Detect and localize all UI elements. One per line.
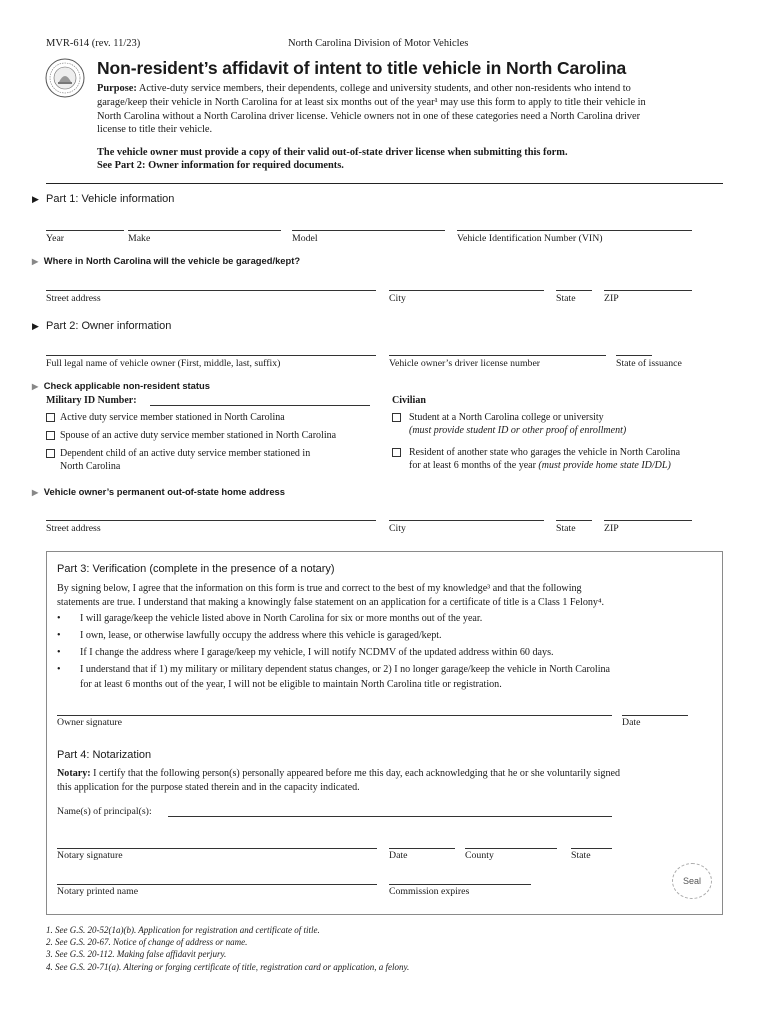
part4-title: Part 4: Notarization xyxy=(57,749,152,761)
owner-signature-field[interactable] xyxy=(57,715,612,716)
purpose-label: Purpose: xyxy=(97,83,137,94)
footnote-4: 4. See G.S. 20-71(a). Altering or forging certificate of title, registration card or application, a felony. xyxy=(46,961,410,972)
part3-intro-line1: By signing below, I agree that the information on this form is true and correct to the best of my knowledge³ and that the following xyxy=(57,583,582,594)
principals-field[interactable] xyxy=(168,816,612,817)
footnote-1: 1. See G.S. 20-52(1a)(b). Application for registration and certificate of title. xyxy=(46,925,320,935)
spouse-checkbox[interactable] xyxy=(46,431,55,440)
bullet-dot: • xyxy=(57,647,61,658)
garage-zip-field[interactable] xyxy=(604,290,692,291)
notary-state-label: State xyxy=(571,850,591,861)
state-issuance-field[interactable] xyxy=(616,355,652,356)
triangle-right-icon: ▶ xyxy=(32,321,39,331)
principals-label: Name(s) of principal(s): xyxy=(57,806,152,817)
notary-county-field[interactable] xyxy=(465,848,557,849)
vin-label: Vehicle Identification Number (VIN) xyxy=(457,233,603,244)
garaged-question-text: Where in North Carolina will the vehicle be garaged/kept? xyxy=(43,255,301,266)
garage-state-label: State xyxy=(556,293,576,304)
bullet-4-line1: I understand that if 1) my military or military dependent status changes, or 2) I no longer garage/keep the vehicle in North Carolina xyxy=(80,664,611,675)
notice-line-2: See Part 2: Owner information for required documents. xyxy=(97,160,344,172)
part1-title: Part 1: Vehicle information xyxy=(45,193,175,205)
spouse-label: Spouse of an active duty service member stationed in North Carolina xyxy=(60,430,337,441)
student-note: (must provide student ID or other proof of enrollment) xyxy=(409,425,627,436)
notary-date-label: Date xyxy=(389,850,408,861)
garage-city-field[interactable] xyxy=(389,290,544,291)
notary-signature-field[interactable] xyxy=(57,848,377,849)
active-duty-label: Active duty service member stationed in North Carolina xyxy=(60,412,285,423)
home-zip-label: ZIP xyxy=(604,523,619,534)
garage-state-field[interactable] xyxy=(556,290,592,291)
garage-city-label: City xyxy=(389,293,406,304)
military-id-label: Military ID Number: xyxy=(46,395,137,406)
dependent-label-line2: North Carolina xyxy=(60,461,121,472)
triangle-right-icon: ▶ xyxy=(32,257,39,266)
other-state-checkbox[interactable] xyxy=(392,448,401,457)
owner-date-field[interactable] xyxy=(622,715,688,716)
bullet-4-line2: for at least 6 months out of the year, I will not be eligible to maintain North Carolina title or registration. xyxy=(80,679,502,690)
dependent-label-line1: Dependent child of an active duty service member stationed in xyxy=(60,448,311,459)
triangle-right-icon: ▶ xyxy=(32,382,39,391)
commission-expires-field[interactable] xyxy=(389,884,531,885)
commission-expires-label: Commission expires xyxy=(389,886,470,897)
part3-intro-line2: statements are true. I understand that making a knowingly false statement on an application for a certificate of title is a Class 1 Felony⁴. xyxy=(57,597,605,608)
nc-seal-logo xyxy=(45,58,85,98)
civilian-label: Civilian xyxy=(392,395,426,406)
home-address-question xyxy=(32,486,285,497)
notary-signature-label: Notary signature xyxy=(57,850,123,861)
state-issuance-label: State of issuance xyxy=(616,358,682,369)
model-label: Model xyxy=(292,233,318,244)
part1-heading xyxy=(32,193,174,205)
dependent-checkbox[interactable] xyxy=(46,449,55,458)
part3-title: Part 3: Verification (complete in the presence of a notary) xyxy=(57,563,335,575)
year-field[interactable] xyxy=(46,230,124,231)
other-state-note: (must provide home state ID/DL) xyxy=(538,460,671,471)
home-city-label: City xyxy=(389,523,406,534)
bullet-dot: • xyxy=(57,613,61,624)
student-label: Student at a North Carolina college or university xyxy=(409,412,604,423)
agency-name: North Carolina Division of Motor Vehicles xyxy=(288,38,469,49)
footnote-2: 2. See G.S. 20-67. Notice of change of address or name. xyxy=(46,937,248,948)
footnotes xyxy=(46,924,409,973)
notary-printed-name-field[interactable] xyxy=(57,884,377,885)
notary-date-field[interactable] xyxy=(389,848,455,849)
notary-printed-name-label: Notary printed name xyxy=(57,886,139,897)
other-state-label-line2 xyxy=(409,459,671,472)
notary-seal-area xyxy=(672,863,712,899)
seal-label: Seal xyxy=(682,876,701,886)
home-state-field[interactable] xyxy=(556,520,592,521)
model-field[interactable] xyxy=(292,230,445,231)
year-label: Year xyxy=(46,233,65,244)
vin-field[interactable] xyxy=(457,230,692,231)
active-duty-checkbox[interactable] xyxy=(46,413,55,422)
notice-line-1: The vehicle owner must provide a copy of their valid out-of-state driver license when submitting this form. xyxy=(97,147,568,158)
military-id-field[interactable] xyxy=(150,405,370,406)
garage-street-label: Street address xyxy=(46,293,101,304)
student-checkbox[interactable] xyxy=(392,413,401,422)
other-state-text: for at least 6 months of the year xyxy=(409,460,539,471)
notary-statement-line1 xyxy=(57,767,620,781)
owner-signature-label: Owner signature xyxy=(57,717,123,728)
footnote-3: 3. See G.S. 20-112. Making false affidavit perjury. xyxy=(46,949,227,960)
owner-name-label: Full legal name of vehicle owner (First, middle, last, suffix) xyxy=(46,358,281,369)
part2-heading xyxy=(32,320,171,332)
notary-statement-line2: this application for the purpose stated therein and in the capacity indicated. xyxy=(57,782,360,793)
home-street-label: Street address xyxy=(46,523,101,534)
purpose-text: Active-duty service members, their dependents, college and university students, and other non-residents who intend to garage/keep their vehicle in North Carolina for at least six months out of the year¹ may use this form to apply to title their vehicle in North Carolina without a North Carolina driver license. Vehicle owners not in one of these categories need a North Carolina driver license to title their vehicle. xyxy=(97,83,646,136)
notary-label: Notary: xyxy=(57,768,91,779)
garage-zip-label: ZIP xyxy=(604,293,619,304)
part2-title: Part 2: Owner information xyxy=(45,320,172,332)
home-zip-field[interactable] xyxy=(604,520,692,521)
form-title: Non-resident’s affidavit of intent to title vehicle in North Carolina xyxy=(97,58,627,78)
triangle-right-icon: ▶ xyxy=(32,194,39,204)
triangle-right-icon: ▶ xyxy=(32,488,39,497)
bullet-1: I will garage/keep the vehicle listed above in North Carolina for six or more months out of the year. xyxy=(80,613,483,624)
make-label: Make xyxy=(128,233,151,244)
home-state-label: State xyxy=(556,523,576,534)
notary-text: I certify that the following person(s) personally appeared before me this day, each acknowledging that he or she voluntarily signed xyxy=(90,768,621,779)
bullet-dot: • xyxy=(57,630,61,641)
owner-name-field[interactable] xyxy=(46,355,376,356)
status-question-text: Check applicable non-resident status xyxy=(43,380,210,391)
other-state-label-line1: Resident of another state who garages the vehicle in North Carolina xyxy=(409,447,681,458)
notary-state-field[interactable] xyxy=(571,848,612,849)
header-divider xyxy=(46,183,723,184)
make-field[interactable] xyxy=(128,230,281,231)
status-question xyxy=(32,380,210,391)
purpose-paragraph xyxy=(97,82,657,137)
form-number: MVR-614 (rev. 11/23) xyxy=(46,38,141,49)
garage-street-field[interactable] xyxy=(46,290,376,291)
home-street-field[interactable] xyxy=(46,520,376,521)
bullet-2: I own, lease, or otherwise lawfully occupy the address where this vehicle is garaged/kept. xyxy=(80,630,442,641)
license-notice xyxy=(97,146,657,172)
license-number-field[interactable] xyxy=(389,355,606,356)
home-city-field[interactable] xyxy=(389,520,544,521)
license-number-label: Vehicle owner’s driver license number xyxy=(389,358,541,369)
notary-county-label: County xyxy=(465,850,494,861)
garaged-question xyxy=(32,255,300,266)
home-address-question-text: Vehicle owner’s permanent out-of-state home address xyxy=(43,486,285,497)
bullet-dot: • xyxy=(57,664,61,675)
bullet-3: If I change the address where I garage/keep my vehicle, I will notify NCDMV of the updated address within 60 days. xyxy=(80,647,554,658)
owner-date-label: Date xyxy=(622,717,641,728)
